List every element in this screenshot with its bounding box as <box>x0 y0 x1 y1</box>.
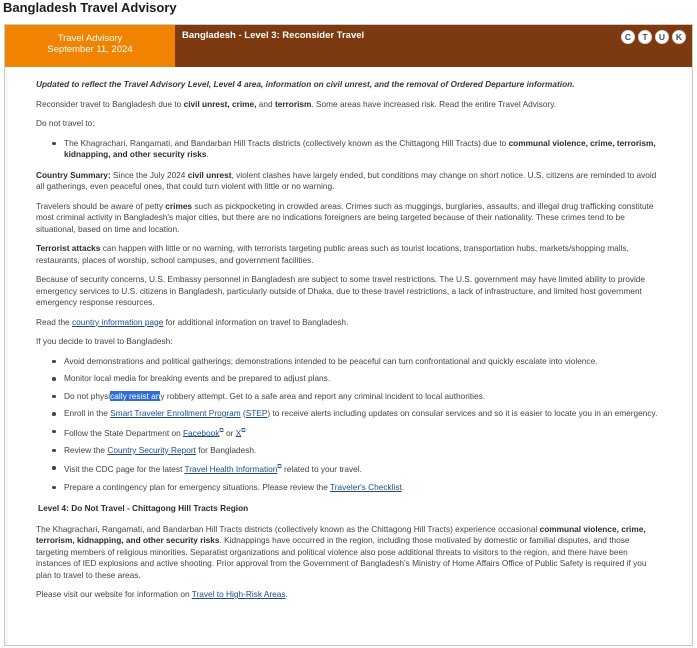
list-item-text: or <box>223 427 236 438</box>
external-link-icon: ⧉ <box>241 427 246 434</box>
advisory-level-panel <box>175 25 692 67</box>
list-item-text: Do not physi <box>64 390 111 401</box>
paragraph-text: such as pickpocketing in crowded areas. Crimes such as muggings, burglaries, assaults, and illegal drug trafficking constitute most criminal activity in Bangladesh's major cities, but there are no indications foreigners are being targeted because of their nationality. These crimes tend to be situational, based on time and location. <box>36 200 654 234</box>
updated-note: Updated to reflect the Travel Advisory Level, Level 4 area, information on civil unrest, and the removal of Ordered Departure information. <box>36 79 575 89</box>
list-item-bold: communal violence, crime, terrorism, kidnapping, and other security risks <box>64 137 656 159</box>
list-item-text: y robbery attempt. Get to a safe area and report any criminal incident to local authorities. <box>160 390 486 401</box>
selected-text: cally resist an <box>110 390 161 401</box>
paragraph-text: Travelers should be aware of petty <box>36 200 166 211</box>
tips-list <box>36 356 663 494</box>
facebook-link[interactable]: Facebook <box>182 427 220 438</box>
list-item <box>36 462 663 475</box>
paragraph-bold: Terrorist attacks <box>36 243 101 253</box>
list-item <box>36 138 663 161</box>
list-item-text: ( <box>240 408 246 418</box>
advisory-date: September 11, 2024 <box>47 44 133 55</box>
paragraph-text: . <box>285 589 288 600</box>
list-item <box>36 408 663 420</box>
copy-icon[interactable]: C <box>621 30 635 44</box>
terrorist-paragraph <box>36 243 663 266</box>
advisory-date-panel <box>5 25 175 67</box>
reconsider-text-2: and <box>256 98 275 109</box>
visit-website-paragraph <box>36 589 663 601</box>
advisory-header <box>5 25 692 67</box>
read-country-paragraph <box>36 317 663 329</box>
paragraph-text: Please visit our website for information on <box>36 589 192 600</box>
country-security-report-link[interactable]: Country Security Report <box>107 444 196 455</box>
smart-traveler-link[interactable]: Smart Traveler Enrollment Program <box>110 408 241 418</box>
list-item-text: Review the <box>64 444 108 455</box>
share-icons <box>621 30 686 44</box>
paragraph-text: The Khagrachari, Rangamati, and Bandarban Hill Tracts districts (collectively known as the Chittagong Hill Tracts) experience occasional <box>36 523 540 534</box>
external-link-icon: ⧉ <box>277 464 282 471</box>
list-item-text: The Khagrachari, Rangamati, and Bandarban Hill Tracts districts (collectively known as the Chittagong Hill Tracts) due to <box>64 137 509 148</box>
reconsider-paragraph <box>36 99 663 111</box>
reconsider-text: Reconsider travel to Bangladesh due to <box>36 98 184 109</box>
list-item <box>36 426 663 439</box>
external-link-icon: ⧉ <box>219 427 224 434</box>
list-item-text: Prepare a contingency plan for emergency situations. Please review the <box>64 481 330 492</box>
country-summary-label: Country Summary: <box>36 169 111 180</box>
level4-heading: Level 4: Do Not Travel - Chittagong Hill Tracts Region <box>38 503 249 514</box>
list-item <box>36 445 663 457</box>
advisory-date-label: Travel Advisory <box>57 33 123 44</box>
paragraph-bold: communal violence, crime, terrorism, kidnapping, and other security risks <box>36 523 646 546</box>
advisory-level: Bangladesh - Level 3: Reconsider Travel <box>182 30 365 41</box>
country-summary <box>36 170 663 193</box>
list-item-text: . <box>401 481 405 492</box>
country-summary-bold: civil unrest <box>187 169 232 180</box>
reconsider-text-3: . Some areas have increased risk. Read the entire Travel Advisory. <box>311 98 557 109</box>
list-item-text: Enroll in the <box>64 408 111 418</box>
travelers-checklist-link[interactable]: Traveler's Checklist <box>329 481 402 492</box>
list-item <box>36 482 663 494</box>
x-link[interactable]: X <box>235 427 242 438</box>
twitter-icon[interactable]: T <box>638 30 652 44</box>
reconsider-bold-1: civil unrest, crime, <box>183 98 257 109</box>
page-title: Bangladesh Travel Advisory <box>3 0 177 15</box>
paragraph-text: for additional information on travel to Bangladesh. <box>163 316 349 327</box>
security-concerns-paragraph: Because of security concerns, U.S. Embassy personnel in Bangladesh are subject to some travel restrictions. The U.S. government may have limited ability to provide emergency services to U.S. citizens in Bangladesh, particularly outside of Dhaka, due to these travel restrictions, a lack of infrastructure, and limited host government emergency response resources. <box>36 274 646 307</box>
country-summary-text: , violent clashes have largely ended, but conditions may change on short notice. U.S. citizens are reminded to avoid all gatherings, even peaceful ones, that could turn violent with little or no warning. <box>36 169 657 191</box>
paragraph-bold: crimes <box>165 200 193 211</box>
list-item-text: Follow the State Department on <box>64 427 183 438</box>
paragraph-text: Read the <box>36 316 72 327</box>
list-item: Monitor local media for breaking events and be prepared to adjust plans. <box>36 373 663 385</box>
url-icon[interactable]: U <box>655 30 669 44</box>
list-item-text: . <box>206 149 209 159</box>
level4-paragraph <box>36 524 663 582</box>
reconsider-bold-2: terrorism <box>274 98 312 109</box>
travel-health-link[interactable]: Travel Health Information <box>184 464 278 475</box>
list-item-text: related to your travel. <box>281 464 362 475</box>
list-item-text: for Bangladesh. <box>195 444 257 455</box>
do-not-travel-label: Do not travel to: <box>36 118 95 128</box>
advisory-box <box>4 24 693 646</box>
share-icon[interactable]: K <box>672 30 686 44</box>
paragraph-text: . Kidnappings have occurred in the region, including those motivated by domestic or familial disputes, and those targeting members of religious minorities. Separatist organizations and political violence also pose additional threats to visitors to the region, and there have been instances of IED explosions and active shooting. Prior approval from the Government of Bangladesh's Ministry of Home Affairs Office of Public Safety is required if you plan to travel to these areas. <box>36 535 647 580</box>
step-link[interactable]: STEP <box>245 408 268 418</box>
list-item-text: Visit the CDC page for the latest <box>64 464 185 475</box>
if-you-decide: If you decide to travel to Bangladesh: <box>36 336 173 346</box>
list-item-text: ) to receive alerts including updates on consular services and so it is easier to locate you in an emergency. <box>267 408 658 418</box>
paragraph-text: can happen with little or no warning, with terrorists targeting public areas such as tourist locations, transportation hubs, markets/shopping malls, restaurants, places of worship, school campuses, and government facilities. <box>36 243 629 265</box>
do-not-travel-list <box>36 138 663 161</box>
country-information-link[interactable]: country information page <box>71 316 164 327</box>
travelers-aware-paragraph <box>36 201 663 236</box>
advisory-content <box>5 67 692 645</box>
list-item: Avoid demonstrations and political gatherings; demonstrations intended to be peaceful can turn confrontational and quickly escalate into violence. <box>36 356 663 368</box>
high-risk-areas-link[interactable]: Travel to High-Risk Areas <box>191 589 286 600</box>
list-item <box>36 391 663 403</box>
country-summary-text: Since the July 2024 <box>110 169 188 180</box>
